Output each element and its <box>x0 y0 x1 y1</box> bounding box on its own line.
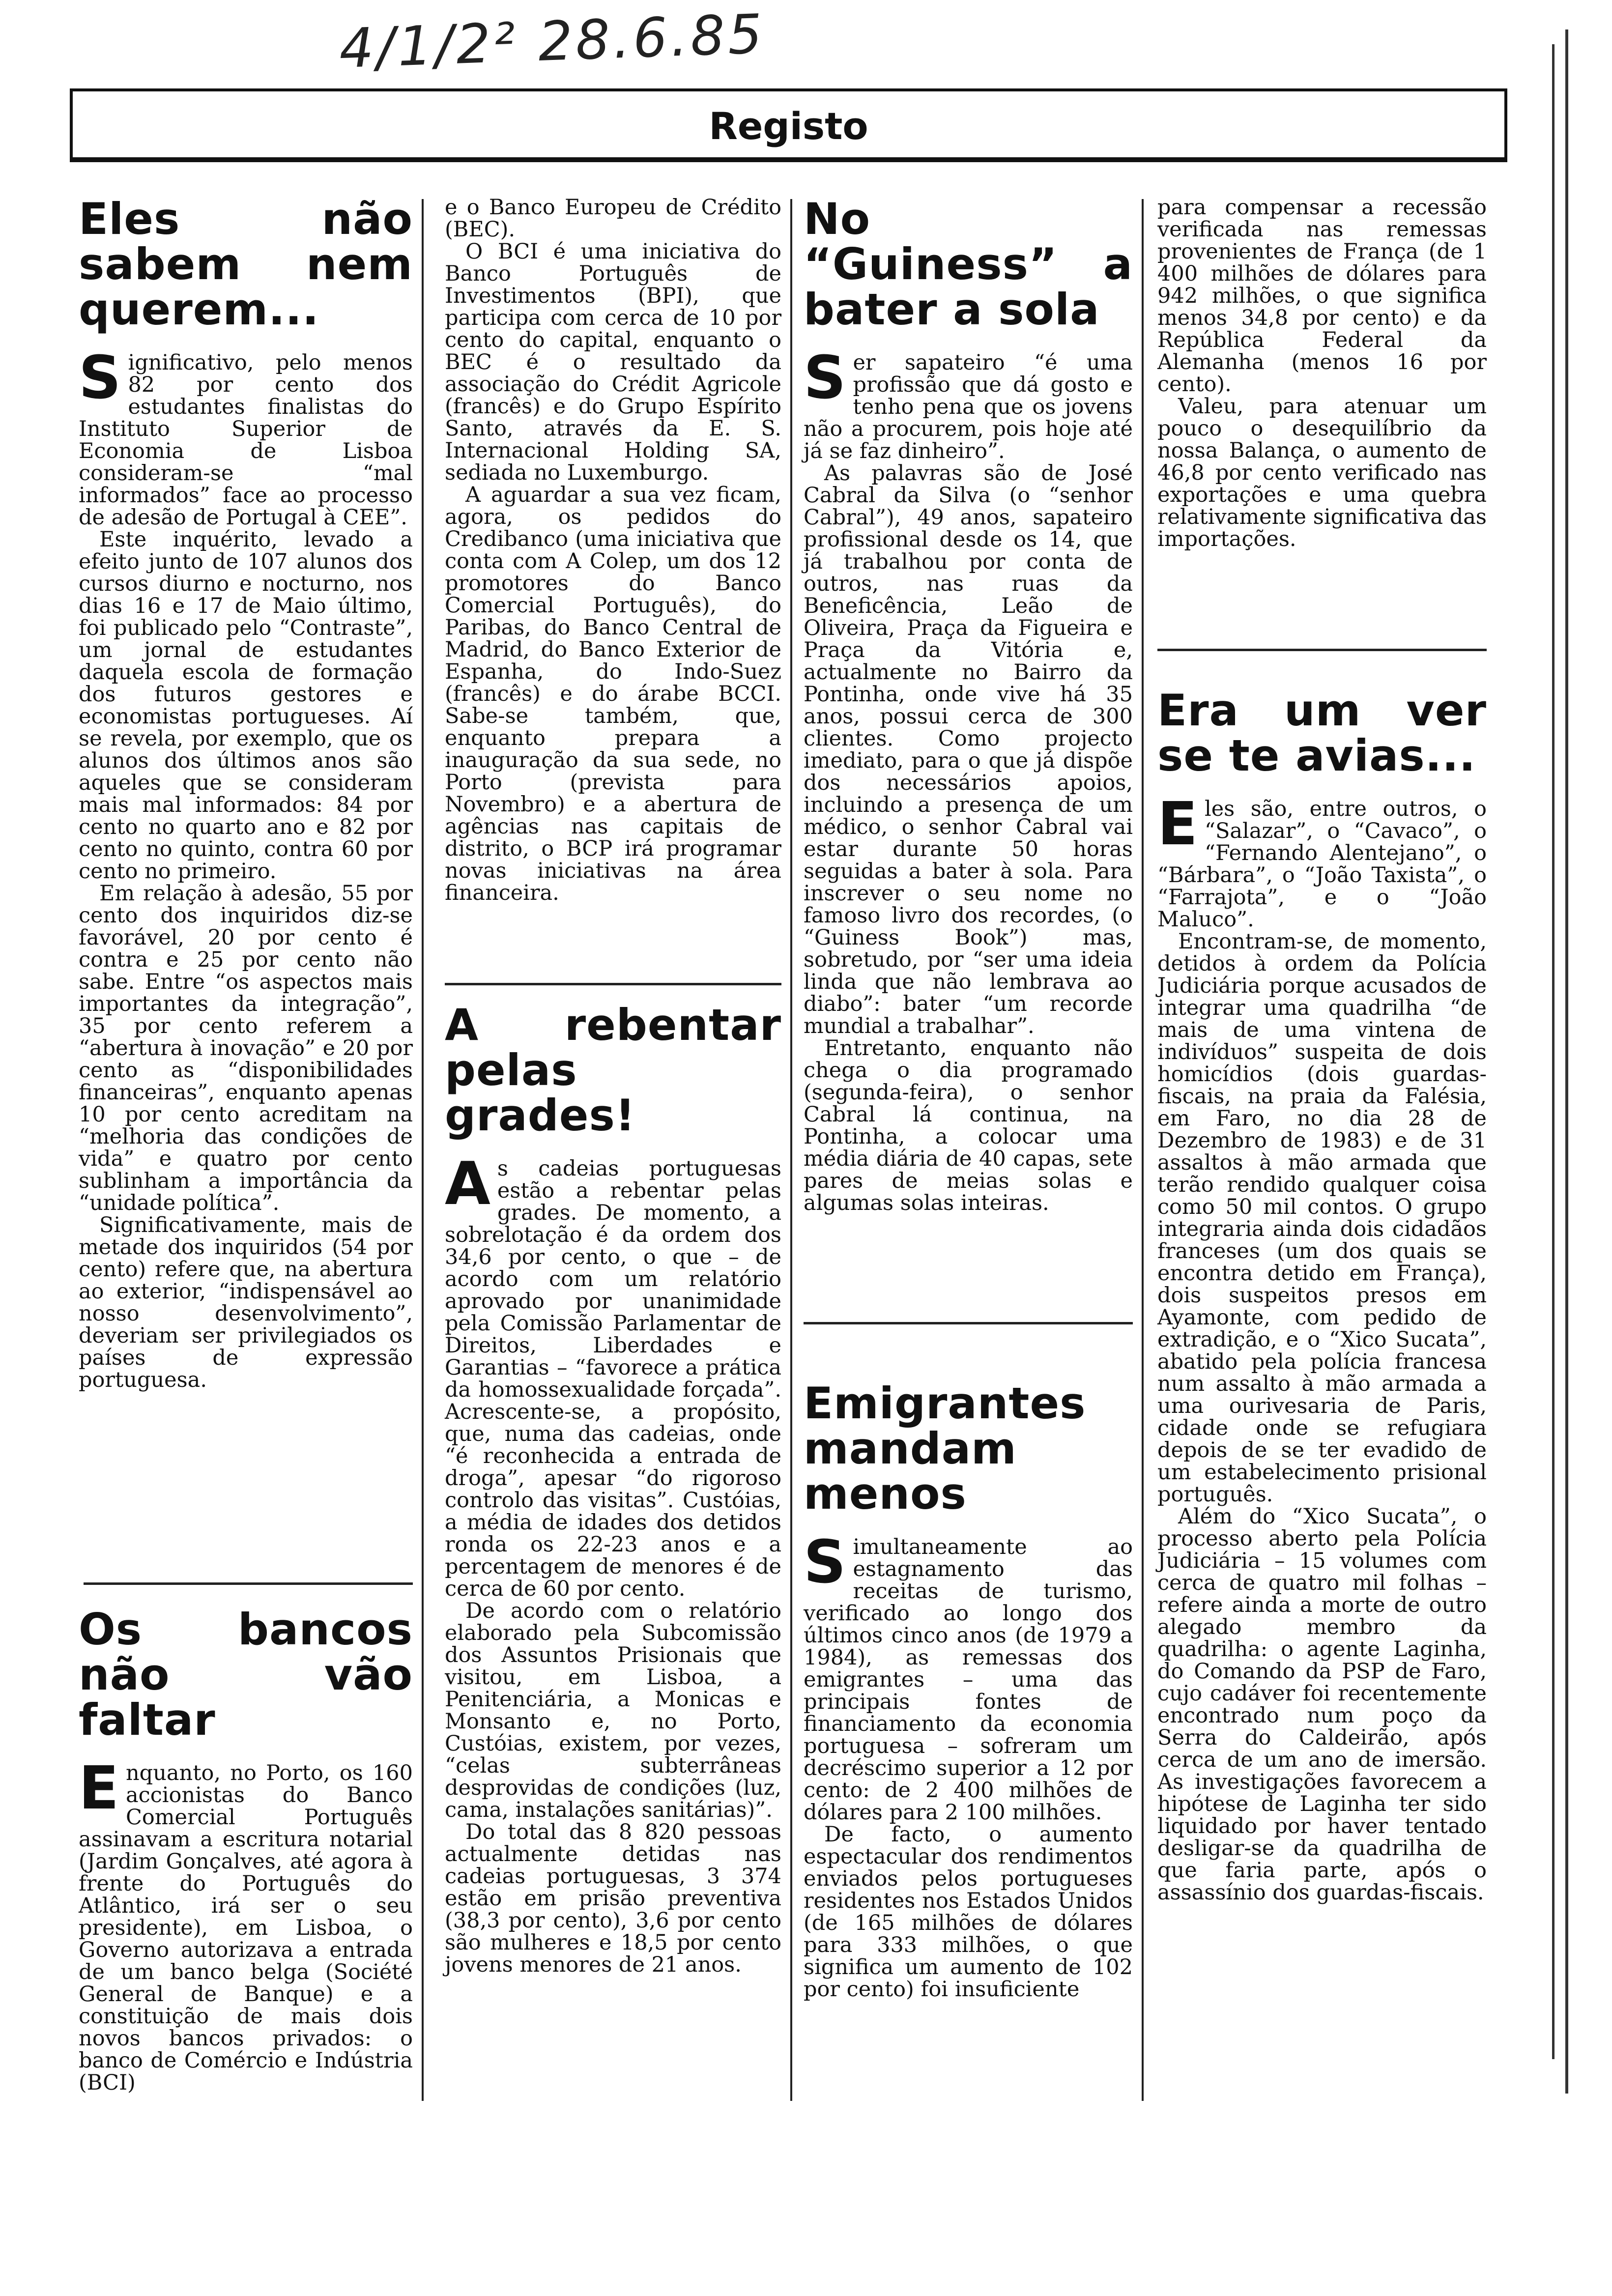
dropcap: E <box>79 1754 119 1823</box>
headline-rebentar: A rebentar pelas grades! <box>445 1000 781 1141</box>
article-separator <box>804 1322 1133 1324</box>
dropcap: S <box>79 344 121 412</box>
paragraph: Significativamente, mais de metade dos inquiridos (54 por cento) refere que, na abertura ao exterior, “indispensável ao nosso desenvolvimento”, deveriam ser privilegiados os países de expressão portuguesa. <box>79 1213 413 1392</box>
paragraph: imultaneamente ao estagnamento das receitas de turismo, verificado ao longo dos últimos cinco anos (de 1979 a 1984), as remessas dos emigrantes – uma das principais fontes de financiamento da economia portuguesa – sofreram um decréscimo superior a 12 por cento: de 2 400 milhões de dólares para 2 100 milhões. <box>804 1535 1133 1825</box>
headline-eles: Eles não sabem nem querem... <box>79 194 413 335</box>
paragraph: Além do “Xico Sucata”, o processo aberto pela Polícia Judiciária – 15 volumes com cerca de quatro mil folhas – refere ainda a morte de outro alegado membro da quadrilha: o agente Laginha, do Comando da PSP de Faro, cujo cadáver foi recentemente encontrado num poço da Serra do Caldeirão, após cerca de um ano de imersão. As investigações favorecem a hipótese de Laginha ter sido liquidado por haver tentado desligar-se da quadrilha de que faria parte, após o assassínio dos guardas-fiscais. <box>1157 1504 1487 1905</box>
article-bancos-continued <box>445 197 781 904</box>
article-rebentar <box>445 1000 781 1977</box>
scan-edge-line <box>1552 44 1554 2059</box>
paragraph: De acordo com o relatório elaborado pela Subcomissão dos Assuntos Prisionais que visitou, em Lisboa, a Penitenciária, a Monicas e Monsanto e, no Porto, Custóias, existem, por vezes, “celas subterrâneas desprovidas de condições (luz, cama, instalações sanitárias)”. <box>445 1599 781 1822</box>
dropcap: S <box>804 1528 846 1597</box>
paragraph: As palavras são de José Cabral da Silva (o “senhor Cabral”), 49 anos, sapateiro profissional desde os 14, que já trabalhou por conta de outros, nas ruas da Beneficência, Leão de Oliveira, Praça da Figueira e Praça da Vitória e, actualmente no Bairro da Pontinha, onde vive há 35 anos, possui cerca de 300 clientes. Como projecto imediato, para o que já dispõe dos necessários apoios, incluindo a presença de um médico, o senhor Cabral vai estar durante 50 horas seguidas a bater à sola. Para inscrever o seu nome no famoso livro dos recordes, (o “Guiness Book”) mas, sobretudo, por “ser uma ideia linda que não lembrava ao diabo”: bater “um recorde mundial a trabalhar”. <box>804 461 1133 1038</box>
article-separator <box>445 983 781 985</box>
paragraph: er sapateiro “é uma profissão que dá gosto e tenho pena que os jovens não a procurem, pois hoje até já se faz dinheiro”. <box>804 350 1133 463</box>
paragraph: s cadeias portuguesas estão a rebentar pelas grades. De momento, a sobrelotação é da ordem dos 34,6 por cento, o que – de acordo com um relatório aprovado por unanimidade pela Comissão Parlamentar de Direitos, Liberdades e Garantias – “favorece a prática da homossexualidade forçada”. Acrescente-se, a propósito, que, numa das cadeias, onde “é reconhecida a entrada de droga”, apesar “do rigoroso controlo das visitas”. Custóias, a média de idades dos detidos ronda os 22-23 anos e a percentagem de menores é de cerca de 60 por cento. <box>445 1156 781 1601</box>
scan-edge-line <box>1565 29 1568 2094</box>
paragraph: De facto, o aumento espectacular dos rendimentos enviados pelos portugueses residentes nos Estados Unidos (de 165 milhões de dólares para 333 milhões, o que significa um aumento de 102 por cento) foi insuficiente <box>804 1822 1133 2002</box>
paragraph: O BCI é uma iniciativa do Banco Português de Investimentos (BPI), que participa com cerca de 10 por cento do capital, enquanto o BEC é o resultado da associação do Crédit Agricole (francês) e do Grupo Espírito Santo, através da E. S. Internacional Holding SA, sediada no Luxemburgo. <box>445 239 781 485</box>
article-separator <box>84 1582 413 1585</box>
paragraph: Entretanto, enquanto não chega o dia programado (segunda-feira), o senhor Cabral lá continua, na Pontinha, a colocar uma média diária de 40 capas, sete pares de meias solas e algumas solas inteiras. <box>804 1036 1133 1215</box>
dropcap: E <box>1157 790 1198 859</box>
paragraph: nquanto, no Porto, os 160 accionistas do Banco Comercial Português assinavam a escritura notarial (Jardim Gonçalves, até agora à frente do Português do Atlântico, irá ser o seu presidente), em Lisboa, o Governo autorizava a entrada de um banco belga (Société General de Banque) e a constituição de mais dois novos bancos privados: o banco de Comércio e Indústria (BCI) <box>79 1761 413 2095</box>
article-emigrantes-continued <box>1157 197 1487 550</box>
dropcap: A <box>445 1150 490 1218</box>
article-eles <box>79 194 413 1392</box>
article-avias <box>1157 685 1487 1905</box>
headline-emigrantes: Emigrantes mandam menos <box>804 1378 1086 1519</box>
article-bancos <box>79 1604 413 2095</box>
paragraph: Em relação à adesão, 55 por cento dos inquiridos diz-se favorável, 20 por cento é contra e 25 por cento não sabe. Entre “os aspectos mais importantes da integração”, 35 por cento referem a “abertura à inovação” e 20 por cento as “disponibilidades financeiras”, enquanto apenas 10 por cento acreditam na “melhoria das condições de vida” e quatro por cento sublinham a importância da “unidade política”. <box>79 881 413 1215</box>
article-emigrantes <box>804 1378 1133 2002</box>
headline-guiness: No “Guiness” a bater a sola <box>804 194 1133 335</box>
paragraph: les são, entre outros, o “Salazar”, o “Cavaco”, o “Fernando Alentejano”, o “Bárbara”, o “João Taxista”, o “Farrajota”, e o “João Maluco”. <box>1157 797 1487 932</box>
paragraph: para compensar a recessão verificada nas remessas provenientes de França (de 1 400 milhões de dólares para 942 milhões, o que significa menos 34,8 por cento) e da República Federal da Alemanha (menos 16 por cento). <box>1157 195 1487 397</box>
dropcap: S <box>804 344 846 412</box>
paragraph: Do total das 8 820 pessoas actualmente detidas nas cadeias portuguesas, 3 374 estão em prisão preventiva (38,3 por cento), 3,6 por cento são mulheres e 18,5 por cento jovens menores de 21 anos. <box>445 1820 781 1977</box>
headline-avias: Era um ver se te avias... <box>1157 685 1487 781</box>
paragraph: Valeu, para atenuar um pouco o desequilíbrio da nossa Balança, o aumento de 46,8 por cento verificado nas exportações e uma quebra relativamente significativa das importações. <box>1157 394 1487 551</box>
paragraph: Encontram-se, de momento, detidos à ordem da Polícia Judiciária porque acusados de integrar uma quadrilha “de mais de uma vintena de indivíduos” suspeita de dois homicídios (dois guardas-fiscais, na praia da Falésia, em Faro, no dia 28 de Dezembro de 1983) e de 31 assaltos à mão armada que terão rendido qualquer coisa como 50 mil contos. O grupo integraria ainda dois cidadãos franceses (um dos quais se encontra detido em França), dois suspeitos presos em Ayamonte, com pedido de extradição, e o “Xico Sucata”, abatido pela polícia francesa num assalto à mão armada a uma ourivesaria de Paris, cidade onde se refugiara depois de se ter evadido de um estabelecimento prisional português. <box>1157 929 1487 1507</box>
section-header <box>70 88 1507 162</box>
article-separator <box>1157 649 1487 651</box>
section-title: Registo <box>709 104 868 148</box>
paragraph: Este inquérito, levado a efeito junto de 107 alunos dos cursos diurno e nocturno, nos dias 16 e 17 de Maio último, foi publicado pelo “Contraste”, um jornal de estudantes daquela escola de formação dos futuros gestores e economistas portugueses. Aí se revela, por exemplo, que os alunos dos últimos anos são aqueles que se consideram mais mal informados: 84 por cento no quarto ano e 82 por cento no quinto, contra 60 por cento no primeiro. <box>79 527 413 884</box>
column-rule <box>422 199 424 2101</box>
paragraph: A aguardar a sua vez ficam, agora, os pedidos do Credibanco (uma iniciativa que conta com A Colep, um dos 12 promotores do Banco Comercial Português), do Paribas, do Banco Central de Madrid, do Banco Exterior de Espanha, do Indo-Suez (francês) e do árabe BCCI. Sabe-se também, que, enquanto prepara a inauguração da sua sede, no Porto (prevista para Novembro) e a abertura de agências nas capitais de distrito, o BCP irá programar novas iniciativas na área financeira. <box>445 483 781 905</box>
column-rule <box>1142 199 1144 2101</box>
handwritten-note: 4/1/2² 28.6.85 <box>338 2 766 81</box>
column-rule <box>790 199 792 2101</box>
article-guiness <box>804 194 1133 1215</box>
paragraph: ignificativo, pelo menos 82 por cento dos estudantes finalistas do Instituto Superior de Economia de Lisboa consideram-se “mal informados” face ao processo de adesão de Portugal à CEE”. <box>79 350 413 530</box>
paragraph: e o Banco Europeu de Crédito (BEC). <box>445 195 781 242</box>
headline-bancos: Os bancos não vão faltar <box>79 1604 413 1745</box>
